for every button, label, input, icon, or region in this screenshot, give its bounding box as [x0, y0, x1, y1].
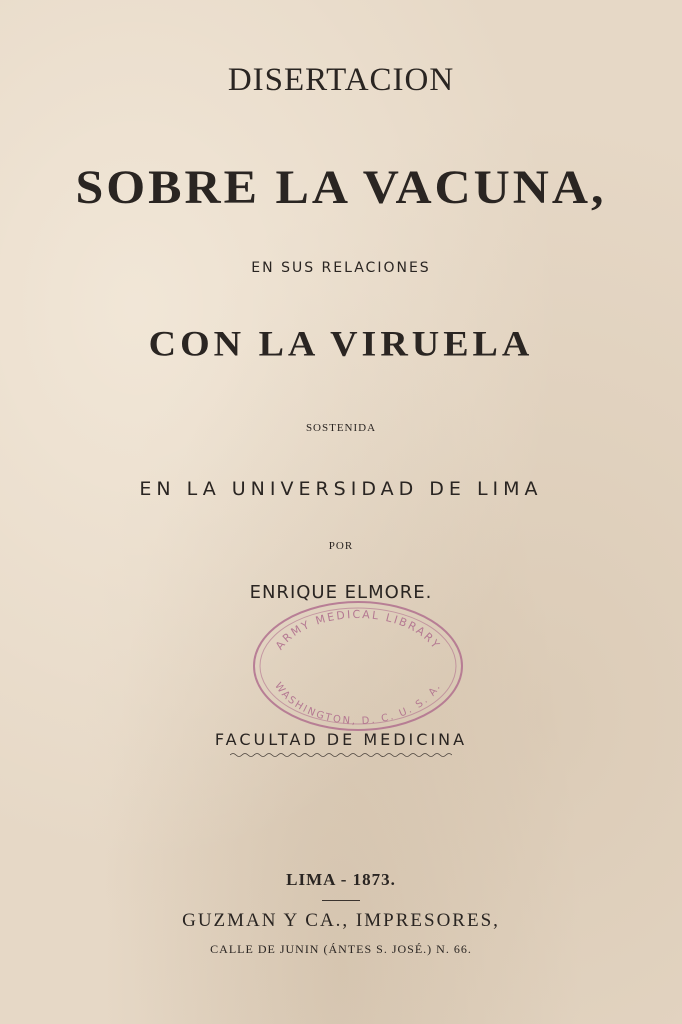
- library-stamp: [248, 596, 468, 736]
- sostenida-label: SOSTENIDA: [305, 422, 377, 434]
- stamp-bottom-text: WASHINGTON, D. C. U. S. A.: [272, 680, 444, 728]
- faculty-line: FACULTAD DE MEDICINA: [214, 730, 468, 749]
- por-label: POR: [328, 540, 354, 552]
- title-line-disertacion: DISERTACION: [227, 62, 455, 98]
- place-year: LIMA - 1873.: [286, 870, 396, 889]
- author-name: ENRIQUE ELMORE.: [249, 582, 433, 603]
- title-line-viruela: CON LA VIRUELA: [148, 324, 534, 364]
- address-line: CALLE DE JUNIN (ÁNTES S. JOSÉ.) N. 66.: [210, 942, 472, 956]
- university-line: EN LA UNIVERSIDAD DE LIMA: [139, 478, 543, 500]
- ornament-wave: [230, 752, 452, 758]
- divider-rule: [322, 900, 360, 901]
- printer-line: GUZMAN Y CA., IMPRESORES,: [182, 910, 500, 931]
- subtitle-relaciones: EN SUS RELACIONES: [251, 260, 431, 276]
- title-line-vacuna: SOBRE LA VACUNA,: [75, 160, 607, 214]
- stamp-top-text: ARMY MEDICAL LIBRARY: [272, 607, 444, 653]
